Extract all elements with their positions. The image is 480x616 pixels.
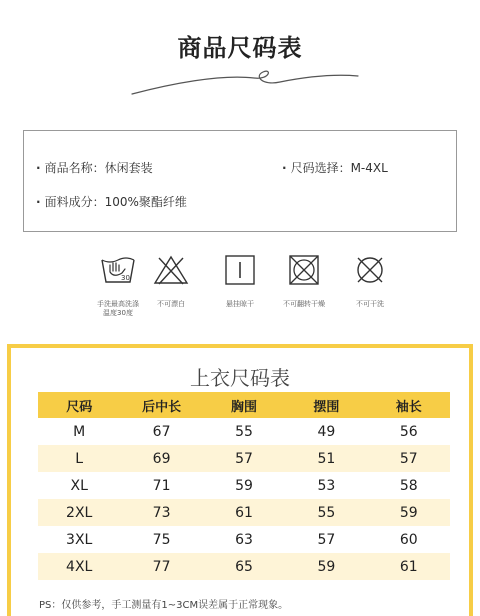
table-cell: 53 [317,477,336,494]
table-cell: 73 [120,499,202,526]
header-hem: 摆围 [285,392,367,418]
table-cell: L [38,445,120,472]
no-dry-clean-icon [352,254,388,286]
table-cell: 61 [368,553,450,580]
care-no-bleach: 不可漂白 [141,254,201,309]
hand-wash-icon [100,254,136,286]
table-cell: 77 [120,553,202,580]
header-chest: 胸围 [203,392,285,418]
table-cell: 58 [399,477,418,494]
line-dry-icon [222,254,258,286]
table-row [38,553,450,580]
no-tumble-dry-icon [286,254,322,286]
table-cell: 49 [317,423,336,440]
table-cell: 57 [203,445,285,472]
table-cell: 57 [317,531,336,548]
table-cell: 59 [235,477,253,494]
fabric-composition: · 面料成分：100%聚酯纤维 [36,195,187,209]
size-table-panel [7,344,473,616]
table-cell: 65 [203,553,285,580]
measurement-note: PS：仅供参考，手工测量有1~3CM误差属于正常现象。 [39,600,289,611]
table-cell: 57 [368,445,450,472]
table-cell: 71 [152,477,171,494]
table-cell: 60 [399,531,418,548]
care-instructions [0,254,480,334]
size-choice: · 尺码选择：M-4XL [282,161,388,175]
decorative-squiggle [130,64,360,98]
care-hand-wash: 30 手洗最高洗涤温度30度 [88,254,148,318]
size-table [38,392,450,580]
table-cell: 63 [235,531,253,548]
table-cell: 69 [120,445,202,472]
care-line-dry: 悬挂晾干 [210,254,270,309]
table-row [38,499,450,526]
table-row [38,472,450,499]
table-cell: 51 [285,445,367,472]
table-cell: 56 [399,423,418,440]
table-cell: 55 [285,499,367,526]
table-cell: M [73,423,86,440]
table-cell: 2XL [38,499,120,526]
table-cell: 67 [152,423,171,440]
table-row [38,445,450,472]
svg-text:30: 30 [121,274,130,282]
table-cell: 4XL [38,553,120,580]
no-bleach-icon [153,254,189,286]
table-cell: 3XL [66,531,93,548]
header-back-length: 后中长 [120,392,202,418]
product-name: · 商品名称：休闲套装 [36,161,153,175]
table-cell: 75 [152,531,171,548]
table-cell: XL [70,477,88,494]
table-cell: 55 [235,423,253,440]
table-cell: 59 [368,499,450,526]
care-no-tumble-dry: 不可翻转干燥 [274,254,334,309]
page-title: 商品尺码表 [177,34,303,62]
size-table-header [38,392,450,418]
header-sleeve: 袖长 [368,392,450,418]
table-row [38,418,450,445]
header-size: 尺码 [38,392,120,418]
table-row [38,526,450,553]
table-cell: 59 [285,553,367,580]
table-cell: 61 [203,499,285,526]
size-table-title: 上衣尺码表 [190,366,290,390]
product-info-box [23,130,457,232]
care-no-dry-clean: 不可干洗 [340,254,400,309]
